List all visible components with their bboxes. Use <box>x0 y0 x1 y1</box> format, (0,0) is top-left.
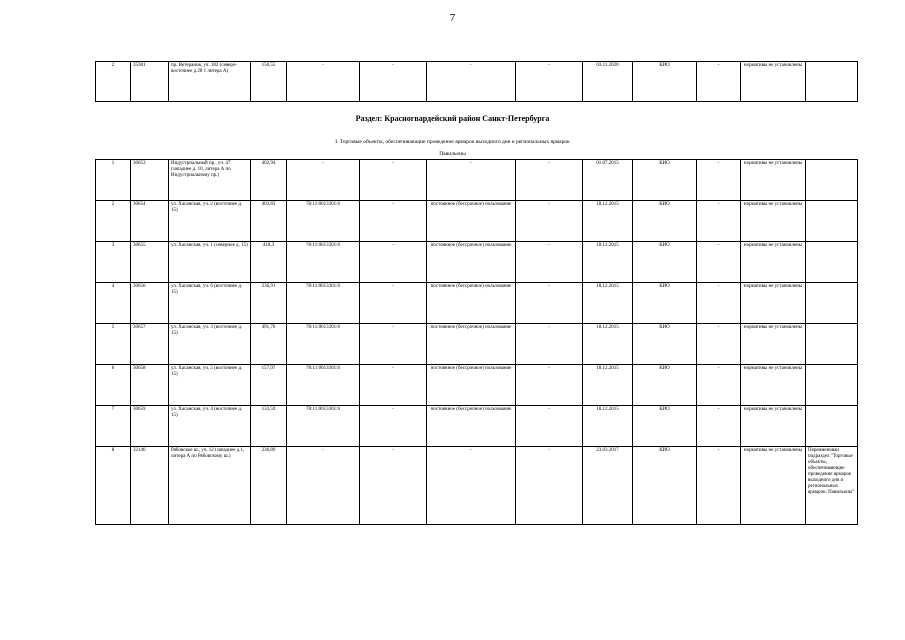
table-cell <box>806 242 858 283</box>
table-cell: - <box>697 242 741 283</box>
table-cell: нормативы не установлены <box>741 160 806 201</box>
table-row <box>96 447 858 525</box>
table-cell: 78:11:0613301:6 <box>287 406 360 447</box>
table-row <box>96 324 858 365</box>
table-cell: - <box>287 62 360 102</box>
table-cell: 35381 <box>131 62 169 102</box>
table-cell: 18.12.2015 <box>583 283 633 324</box>
table-cell: 18.12.2015 <box>583 406 633 447</box>
table-cell: - <box>427 62 516 102</box>
table-cell: - <box>516 62 583 102</box>
table-cell: постоянное (бессрочное) пользование <box>427 406 516 447</box>
table-cell <box>806 324 858 365</box>
table-cell <box>806 201 858 242</box>
table-cell: 1 <box>96 160 131 201</box>
table-cell: 133,59 <box>251 406 287 447</box>
table-cell: - <box>516 160 583 201</box>
table-cell: 03.11.2020 <box>583 62 633 102</box>
table-cell: - <box>516 447 583 525</box>
table-cell: КИО <box>633 160 697 201</box>
table-cell: постоянное (бессрочное) пользование <box>427 242 516 283</box>
table-cell: 4 <box>96 283 131 324</box>
table-cell: 7 <box>96 406 131 447</box>
table-cell: 403,83 <box>251 201 287 242</box>
table-cell: 2 <box>96 201 131 242</box>
table-cell: - <box>697 324 741 365</box>
table-cell: постоянное (бессрочное) пользование <box>427 365 516 406</box>
section-subtitle: I. Торговые объекты, обеспечивающие проведение ярмарок выходного дня и региональных ярмарок <box>335 139 570 145</box>
table-cell: - <box>360 62 427 102</box>
table-row <box>96 160 858 201</box>
table-cell: 3 <box>96 242 131 283</box>
table-cell: - <box>360 283 427 324</box>
table-cell: Рябовское ш., уч. 12 (западнее д.1, литера А по Рябовскому ш.) <box>169 447 251 525</box>
table-cell: 157,97 <box>251 365 287 406</box>
table-cell: 78:11:0613301:6 <box>287 283 360 324</box>
table-cell: нормативы не установлены <box>741 242 806 283</box>
table-cell: 5 <box>96 324 131 365</box>
table-cell: - <box>287 447 360 525</box>
table-cell: Индустриальный пр., уч. 47 (западнее д. 10, литера А по Индустриальному пр.) <box>169 160 251 201</box>
table-row <box>96 365 858 406</box>
table-cell: ул. Хасанская, уч. 3 (восточнее д. 15) <box>169 324 251 365</box>
table-cell: 2 <box>96 62 131 102</box>
table-cell: - <box>516 242 583 283</box>
table-cell: КИО <box>633 242 697 283</box>
table-cell: 30656 <box>131 283 169 324</box>
table-cell: - <box>697 62 741 102</box>
table-cell: 236,91 <box>251 283 287 324</box>
table-cell: - <box>697 406 741 447</box>
table-row <box>96 62 858 102</box>
table-cell: - <box>427 160 516 201</box>
table-cell: - <box>697 365 741 406</box>
table-cell: КИО <box>633 324 697 365</box>
table-cell: нормативы не установлены <box>741 365 806 406</box>
table-cell <box>806 62 858 102</box>
table-cell: - <box>287 160 360 201</box>
table-cell: 236,89 <box>251 447 287 525</box>
table-cell: - <box>516 283 583 324</box>
table-cell: ул. Хасанская, уч. 5 (восточнее д. 15) <box>169 365 251 406</box>
table-cell: постоянное (бессрочное) пользование <box>427 283 516 324</box>
table-cell: КИО <box>633 62 697 102</box>
table-cell: 30657 <box>131 324 169 365</box>
table-cell: - <box>516 324 583 365</box>
table-cell: 30658 <box>131 365 169 406</box>
table-cell: 6 <box>96 365 131 406</box>
table-row <box>96 242 858 283</box>
table-cell: постоянное (бессрочное) пользование <box>427 324 516 365</box>
table-cell: 18.12.2015 <box>583 324 633 365</box>
table-cell: - <box>516 406 583 447</box>
table-cell: ул. Хасанская, уч. 6 (восточнее д. 15) <box>169 283 251 324</box>
table-cell: 78:11:0613301:6 <box>287 365 360 406</box>
table-cell: - <box>360 365 427 406</box>
table-cell: Переименован подраздел "Торговые объекты, обеспечивающие проведение ярмарок выходного дня и региональных ярмарок: Павильоны" <box>806 447 858 525</box>
table-cell: нормативы не установлены <box>741 447 806 525</box>
table-cell: нормативы не установлены <box>741 62 806 102</box>
table-cell: - <box>697 201 741 242</box>
table-cell: ул. Хасанская, уч. 4 (восточнее д. 15) <box>169 406 251 447</box>
table-cell: 30654 <box>131 201 169 242</box>
table-cell: 32146 <box>131 447 169 525</box>
table-cell: 8 <box>96 447 131 525</box>
table-cell: - <box>360 324 427 365</box>
page-number: 7 <box>449 12 456 24</box>
table-cell: - <box>516 365 583 406</box>
table-row <box>96 406 858 447</box>
table-cell: 491,76 <box>251 324 287 365</box>
table-cell: КИО <box>633 406 697 447</box>
table-cell: - <box>360 447 427 525</box>
table-cell: 18.12.2015 <box>583 242 633 283</box>
table-cell: 78:11:0613301:6 <box>287 324 360 365</box>
table-cell <box>806 406 858 447</box>
table-cell: 30653 <box>131 160 169 201</box>
table-cell: 78:11:0613301:6 <box>287 201 360 242</box>
table-cell: КИО <box>633 201 697 242</box>
table-cell: - <box>516 201 583 242</box>
table-cell: 402,94 <box>251 160 287 201</box>
table-cell: - <box>427 447 516 525</box>
table-cell: 418,3 <box>251 242 287 283</box>
table-cell <box>806 283 858 324</box>
table-cell: 18.12.2015 <box>583 201 633 242</box>
table-cell: - <box>697 283 741 324</box>
table-cell: - <box>697 447 741 525</box>
table-cell: пр. Ветеранов, уч. 182 (северо-восточнее д.28 1 литера А) <box>169 62 251 102</box>
table-cell: КИО <box>633 283 697 324</box>
table-row <box>96 283 858 324</box>
table-cell: 30659 <box>131 406 169 447</box>
table-cell: нормативы не установлены <box>741 201 806 242</box>
category-label: Павильоны <box>439 151 466 157</box>
table-cell: КИО <box>633 447 697 525</box>
table-cell: 23.03.2017 <box>583 447 633 525</box>
top-table <box>95 61 858 102</box>
table-cell: - <box>360 406 427 447</box>
table-cell: нормативы не установлены <box>741 406 806 447</box>
table-cell: КИО <box>633 365 697 406</box>
table-row <box>96 201 858 242</box>
table-cell: - <box>360 160 427 201</box>
table-cell: нормативы не установлены <box>741 283 806 324</box>
table-cell: ул. Хасанская, уч. 2 (восточнее д. 15) <box>169 201 251 242</box>
table-cell: нормативы не установлены <box>741 324 806 365</box>
table-cell: - <box>697 160 741 201</box>
table-cell: 18.12.2015 <box>583 365 633 406</box>
table-cell: - <box>360 242 427 283</box>
section-title: Раздел: Красногвардейский район Санкт-Петербурга <box>355 114 550 123</box>
table-cell: - <box>360 201 427 242</box>
table-cell <box>806 365 858 406</box>
table-cell: постоянное (бессрочное) пользование <box>427 201 516 242</box>
table-cell: 30655 <box>131 242 169 283</box>
table-cell: ул. Хасанская, уч. 1 (северное д. 15) <box>169 242 251 283</box>
table-cell: 150,55 <box>251 62 287 102</box>
table-cell <box>806 160 858 201</box>
table-cell: 01.07.2015 <box>583 160 633 201</box>
table-cell: 78:11:0613301:6 <box>287 242 360 283</box>
main-table <box>95 159 858 525</box>
